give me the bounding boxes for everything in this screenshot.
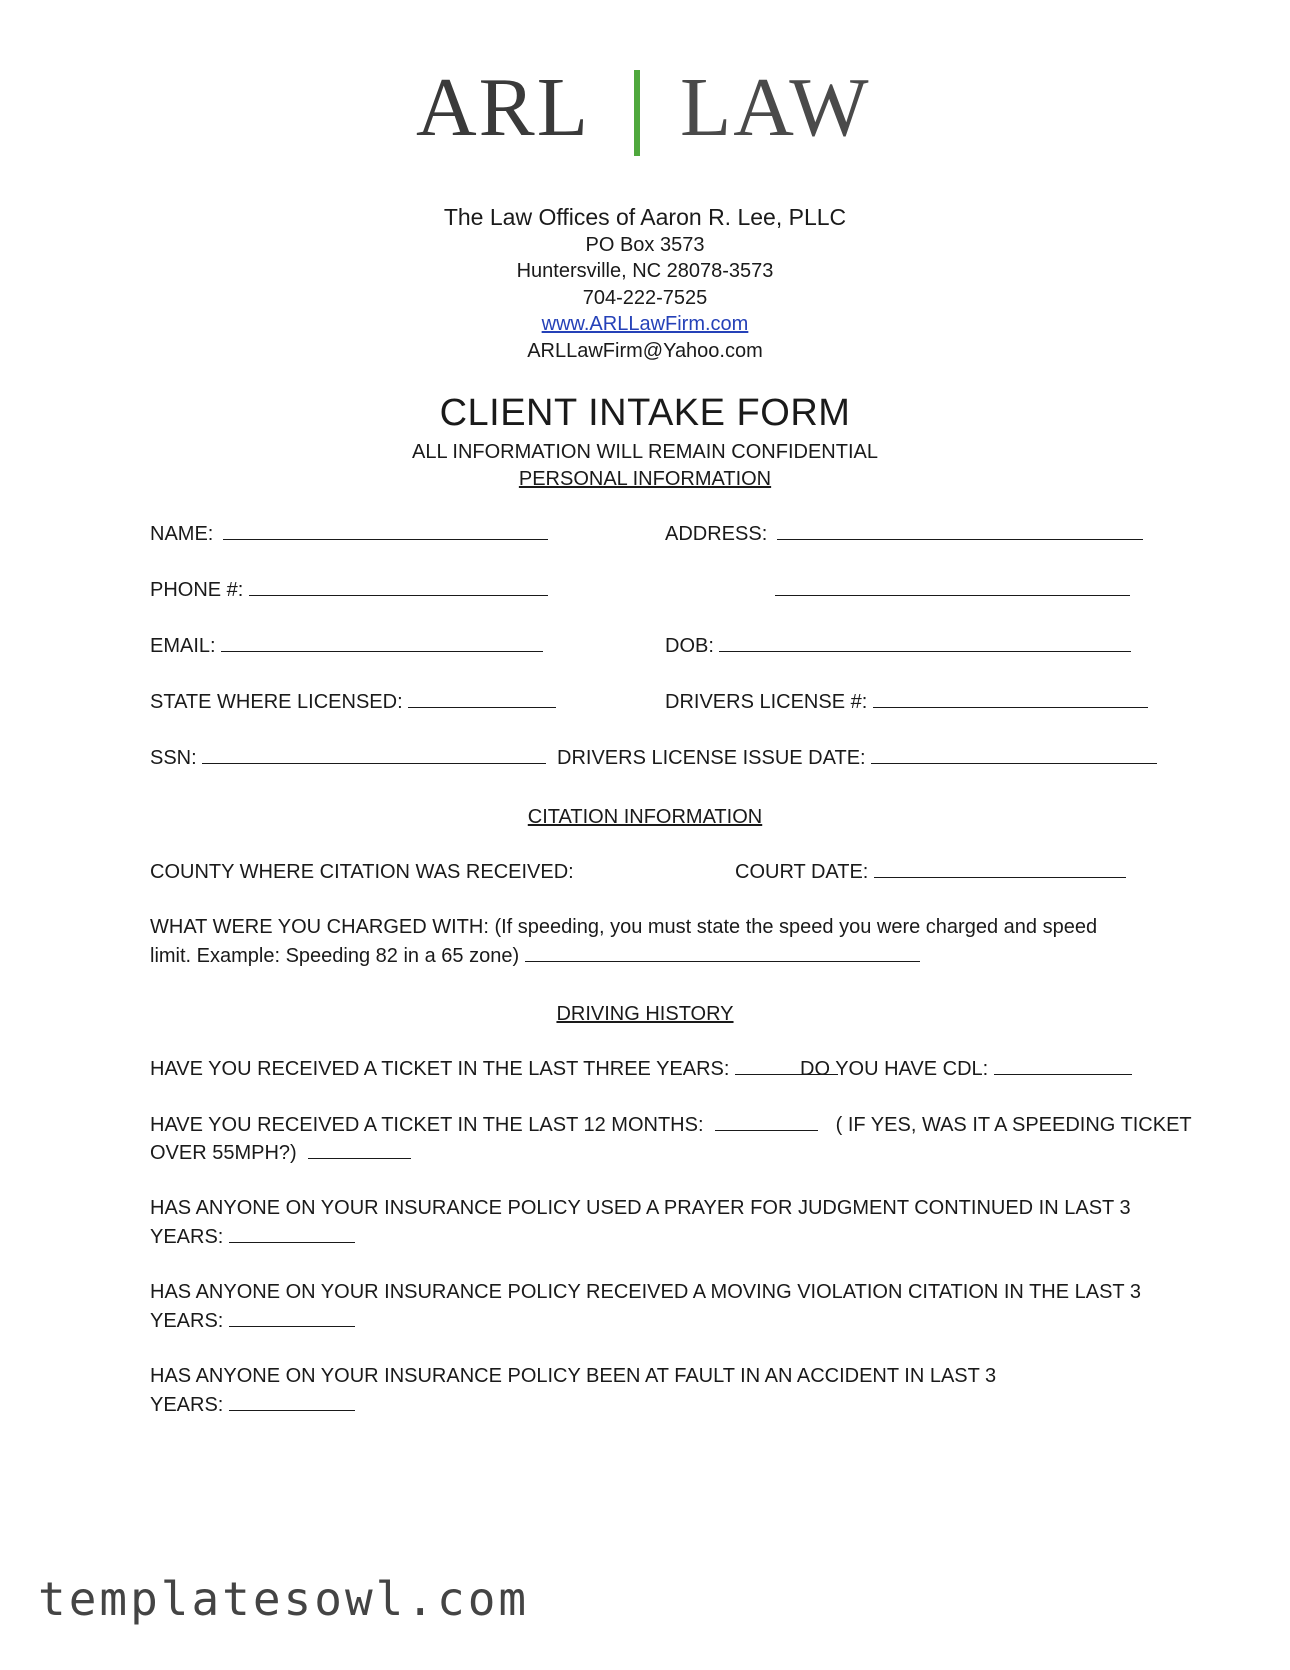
logo-text-law: LAW [680, 61, 871, 154]
county-field[interactable] [579, 860, 759, 878]
moving-years-label: YEARS: [150, 1310, 224, 1332]
state-licensed-row [150, 690, 556, 714]
form-title: CLIENT INTAKE FORM [439, 392, 851, 434]
charged-with-field[interactable] [525, 944, 920, 962]
address-line2-row [775, 578, 1130, 602]
state-licensed-label: STATE WHERE LICENSED: [150, 691, 403, 713]
charged-line1: WHAT WERE YOU CHARGED WITH: (If speeding, you must state the speed you were charged and speed [150, 916, 1098, 938]
logo-text-arl: ARL [416, 61, 590, 154]
drivers-license-label: DRIVERS LICENSE #: [665, 691, 868, 713]
accident-years-row [150, 1393, 355, 1417]
speeding-55-label-b: OVER 55MPH?) [150, 1142, 297, 1164]
pjc-line1: HAS ANYONE ON YOUR INSURANCE POLICY USED A PRAYER FOR JUDGMENT CONTINUED IN LAST 3 [150, 1197, 1131, 1219]
firm-name: The Law Offices of Aaron R. Lee, PLLC [443, 204, 847, 230]
cdl-row [800, 1057, 1132, 1081]
logo-divider-bar [634, 70, 640, 156]
county-row [150, 860, 759, 884]
speeding-55-row [150, 1141, 411, 1165]
ticket-12mo-label: HAVE YOU RECEIVED A TICKET IN THE LAST 12 MONTHS: [150, 1114, 704, 1136]
ticket-12mo-row [150, 1113, 1192, 1137]
charged-example-label: limit. Example: Speeding 82 in a 65 zone) [150, 945, 520, 967]
firm-phone: 704-222-7525 [582, 287, 708, 309]
address-field-line1[interactable] [777, 522, 1143, 540]
firm-city-state-zip: Huntersville, NC 28078-3573 [516, 260, 774, 282]
firm-email: ARLLawFirm@Yahoo.com [527, 340, 763, 362]
court-date-row [735, 860, 1126, 884]
speeding-55-label-a: ( IF YES, WAS IT A SPEEDING TICKET [835, 1114, 1192, 1136]
firm-website-link[interactable]: www.ARLLawFirm.com [541, 313, 749, 335]
ssn-field[interactable] [202, 746, 546, 764]
speeding-55-field[interactable] [308, 1141, 411, 1159]
drivers-license-field[interactable] [873, 690, 1148, 708]
accident-line1: HAS ANYONE ON YOUR INSURANCE POLICY BEEN AT FAULT IN AN ACCIDENT IN LAST 3 [150, 1365, 997, 1387]
address-label: ADDRESS: [665, 523, 768, 545]
phone-field[interactable] [249, 578, 548, 596]
address-row [665, 522, 1143, 546]
drivers-license-row [665, 690, 1148, 714]
moving-violation-line1: HAS ANYONE ON YOUR INSURANCE POLICY RECEIVED A MOVING VIOLATION CITATION IN THE LAST 3 [150, 1281, 1141, 1303]
email-field[interactable] [221, 634, 543, 652]
firm-logo [0, 62, 1290, 162]
confidential-notice: ALL INFORMATION WILL REMAIN CONFIDENTIAL [412, 441, 878, 463]
moving-years-row [150, 1309, 355, 1333]
driving-history-heading: DRIVING HISTORY [556, 1003, 734, 1025]
cdl-field[interactable] [994, 1057, 1132, 1075]
moving-years-field[interactable] [229, 1309, 355, 1327]
county-label: COUNTY WHERE CITATION WAS RECEIVED: [150, 861, 574, 883]
phone-row [150, 578, 548, 602]
ssn-row [150, 746, 546, 770]
court-date-field[interactable] [874, 860, 1126, 878]
pjc-years-row [150, 1225, 355, 1249]
ticket-12mo-field[interactable] [715, 1113, 818, 1131]
dob-label: DOB: [665, 635, 714, 657]
court-date-label: COURT DATE: [735, 861, 869, 883]
pjc-years-field[interactable] [229, 1225, 355, 1243]
firm-po-box: PO Box 3573 [585, 234, 705, 256]
citation-info-heading: CITATION INFORMATION [527, 806, 763, 828]
ticket-3yr-label: HAVE YOU RECEIVED A TICKET IN THE LAST THREE YEARS: [150, 1058, 730, 1080]
issue-date-label: DRIVERS LICENSE ISSUE DATE: [557, 747, 866, 769]
phone-label: PHONE #: [150, 579, 244, 601]
ticket-3yr-row [150, 1057, 838, 1081]
ssn-label: SSN: [150, 747, 197, 769]
name-row [150, 522, 548, 546]
cdl-label: DO YOU HAVE CDL: [800, 1058, 989, 1080]
accident-years-field[interactable] [229, 1393, 355, 1411]
pjc-years-label: YEARS: [150, 1226, 224, 1248]
accident-years-label: YEARS: [150, 1394, 224, 1416]
address-field-line2[interactable] [775, 578, 1130, 596]
name-field[interactable] [223, 522, 548, 540]
email-label: EMAIL: [150, 635, 216, 657]
watermark-text: templatesowl.com [38, 1572, 530, 1626]
email-row [150, 634, 543, 658]
personal-info-heading: PERSONAL INFORMATION [518, 468, 772, 490]
dob-row [665, 634, 1131, 658]
issue-date-field[interactable] [871, 746, 1157, 764]
charged-line2-row [150, 944, 920, 968]
issue-date-row [557, 746, 1157, 770]
name-label: NAME: [150, 523, 214, 545]
state-licensed-field[interactable] [408, 690, 556, 708]
dob-field[interactable] [719, 634, 1131, 652]
